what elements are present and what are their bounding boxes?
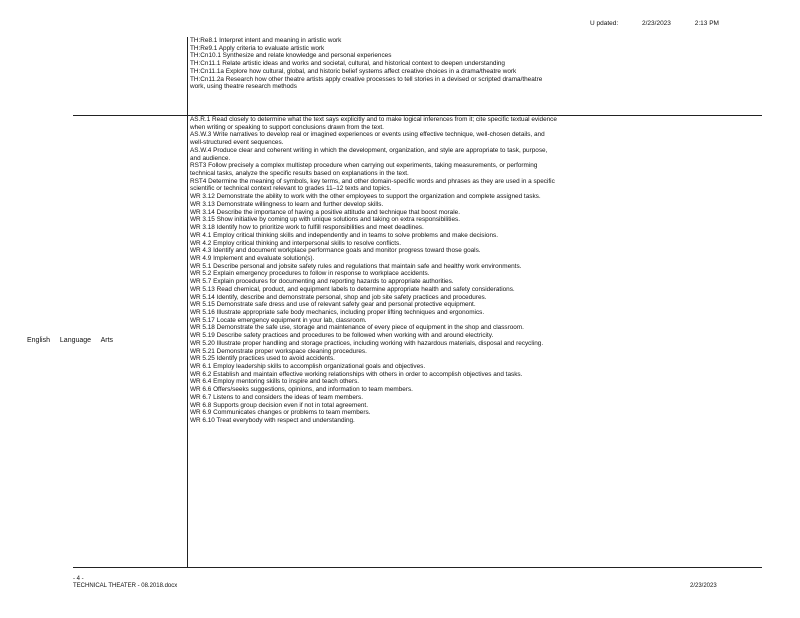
standard-line: WR 6.7 Listens to and considers the ideas of team members. [190, 393, 363, 401]
standard-line: WR 3.14 Describe the importance of having a positive attitude and technique that boost morale. [190, 208, 460, 216]
standard-line: AS.W.3 Write narratives to develop real or imagined experiences or events using effective technique, well-chosen details, and [190, 131, 545, 139]
standard-line: WR 6.8 Supports group decision even if not in total agreement. [190, 401, 368, 409]
standard-line: WR 5.14 Identify, describe and demonstrate personal, shop and job site safety practices and procedures. [190, 293, 487, 301]
standard-line: well-structured event sequences. [190, 139, 284, 147]
standard-line: AS.W.4 Produce clear and coherent writing in which the development, organization, and style are appropriate to task, purpose, [190, 146, 548, 154]
standard-line: WR 4.9 Implement and evaluate solution(s). [190, 254, 315, 262]
standard-line: WR 4.1 Employ critical thinking skills and independently and in teams to solve problems and make decisions. [190, 231, 498, 239]
standard-line: AS.R.1 Read closely to determine what the text says explicitly and to make logical inferences from it; cite specific textual evidence [190, 116, 557, 123]
updated-stamp [590, 20, 719, 27]
updated-label: U pdated: [590, 20, 619, 27]
standard-line: WR 5.25 Identify practices used to avoid accidents. [190, 355, 335, 363]
standard-line: WR 6.6 Offers/seeks suggestions, opinions, and information to team members. [190, 386, 413, 394]
standard-line: technical tasks, analyze the specific results based on explanations in the text. [190, 170, 409, 178]
standard-line: WR 5.16 Illustrate appropriate safe body mechanics, including proper lifting techniques and ergonomics. [190, 308, 485, 316]
ela-standards-cell [190, 116, 762, 425]
standard-line: WR 5.19 Describe safety practices and procedures to be followed when working with and around electricity. [190, 332, 494, 340]
standard-line: WR 4.3 Identify and document workplace performance goals and monitor progress toward those goals. [190, 247, 481, 255]
updated-time: 2:13 PM [694, 20, 719, 27]
standard-line: TH:Cn10.1 Synthesize and relate knowledge and personal experiences [190, 52, 392, 60]
subject-label: English Language Arts [27, 337, 114, 344]
standard-line: TH:Cn11.1a Explore how cultural, global, and historic belief systems affect creative choices in a drama/theatre work [190, 67, 517, 75]
theatre-standards-cell [190, 37, 762, 91]
standard-line: TH:Re8.1 Interpret intent and meaning in artistic work [190, 37, 342, 44]
standard-line: WR 5.15 Demonstrate safe dress and use of relevant safety gear and personal protective equipment. [190, 301, 476, 309]
standard-line: WR 5.18 Demonstrate the safe use, storage and maintenance of every piece of equipment in the shop and classroom. [190, 324, 524, 332]
standard-line: WR 4.2 Employ critical thinking and interpersonal skills to resolve conflicts. [190, 239, 401, 247]
standard-line: WR 6.10 Treat everybody with respect and understanding. [190, 417, 355, 425]
standard-line: WR 3.15 Show initiative by coming up with unique solutions and taking on extra responsibilities. [190, 216, 460, 224]
standard-line: WR 5.21 Demonstrate proper workspace cleaning procedures. [190, 347, 367, 355]
footer-left [73, 576, 177, 590]
standard-line: work, using theatre research methods [190, 83, 297, 91]
standard-line: when writing or speaking to support conclusions drawn from the text. [190, 123, 384, 131]
updated-date: 2/23/2023 [642, 20, 671, 27]
standard-line: WR 5.2 Explain emergency procedures to follow in response to workplace accidents. [190, 270, 430, 278]
standard-line: WR 3.13 Demonstrate willingness to learn and further develop skills. [190, 200, 384, 208]
standard-line: scientific or technical context relevant to grades 11–12 texts and topics. [190, 185, 392, 193]
footer-date: 2/23/2023 [690, 583, 717, 589]
standard-line: WR 5.1 Describe personal and jobsite safety rules and regulations that maintain safe and healthy work environments. [190, 262, 522, 270]
standard-line: WR 6.9 Communicates changes or problems to team members. [190, 409, 371, 417]
standard-line: WR 5.17 Locate emergency equipment in your lab, classroom. [190, 316, 367, 324]
standard-line: and audience. [190, 154, 231, 162]
table-bottom-border [73, 567, 762, 568]
standard-line: WR 3.12 Demonstrate the ability to work with the other employees to support the organization and complete assigned tasks. [190, 193, 541, 201]
standard-line: WR 6.4 Employ mentoring skills to inspire and teach others. [190, 378, 360, 386]
standard-line: TH:Re9.1 Apply criteria to evaluate artistic work [190, 44, 325, 52]
standard-line: TH:Cn11.2a Research how other theatre artists apply creative processes to tell stories in a devised or scripted drama/theatre [190, 75, 543, 83]
document-name: TECHNICAL THEATER - 08.2018.docx [73, 583, 178, 589]
column-divider [187, 115, 188, 567]
standard-line: WR 6.1 Employ leadership skills to accomplish organizational goals and objectives. [190, 363, 426, 370]
standard-line: RST3 Follow precisely a complex multistep procedure when carrying out experiments, taking measurements, or performing [190, 162, 538, 170]
standard-line: WR 5.13 Read chemical, product, and equipment labels to determine appropriate health and safety considerations. [190, 285, 515, 293]
standard-line: RST4 Determine the meaning of symbols, key terms, and other domain-specific words and phrases as they are used in a specific [190, 177, 555, 185]
standard-line: WR 6.2 Establish and maintain effective working relationships with others in order to accomplish objectives and tasks. [190, 370, 523, 378]
standard-line: TH:Cn11.1 Relate artistic ideas and works and societal, cultural, and historical context to deepen understanding [190, 60, 505, 68]
standard-line: WR 5.20 Illustrate proper handling and storage practices, including working with hazardous materials, disposal and recycling. [190, 339, 544, 347]
standard-line: WR 3.18 Identify how to prioritize work to fulfill responsibilities and meet deadlines. [190, 224, 424, 232]
standard-line: WR 5.7 Explain procedures for documenting and reporting hazards to appropriate authorities. [190, 278, 454, 286]
column-divider-top [187, 37, 188, 115]
page-number: - 4 - [73, 576, 84, 582]
